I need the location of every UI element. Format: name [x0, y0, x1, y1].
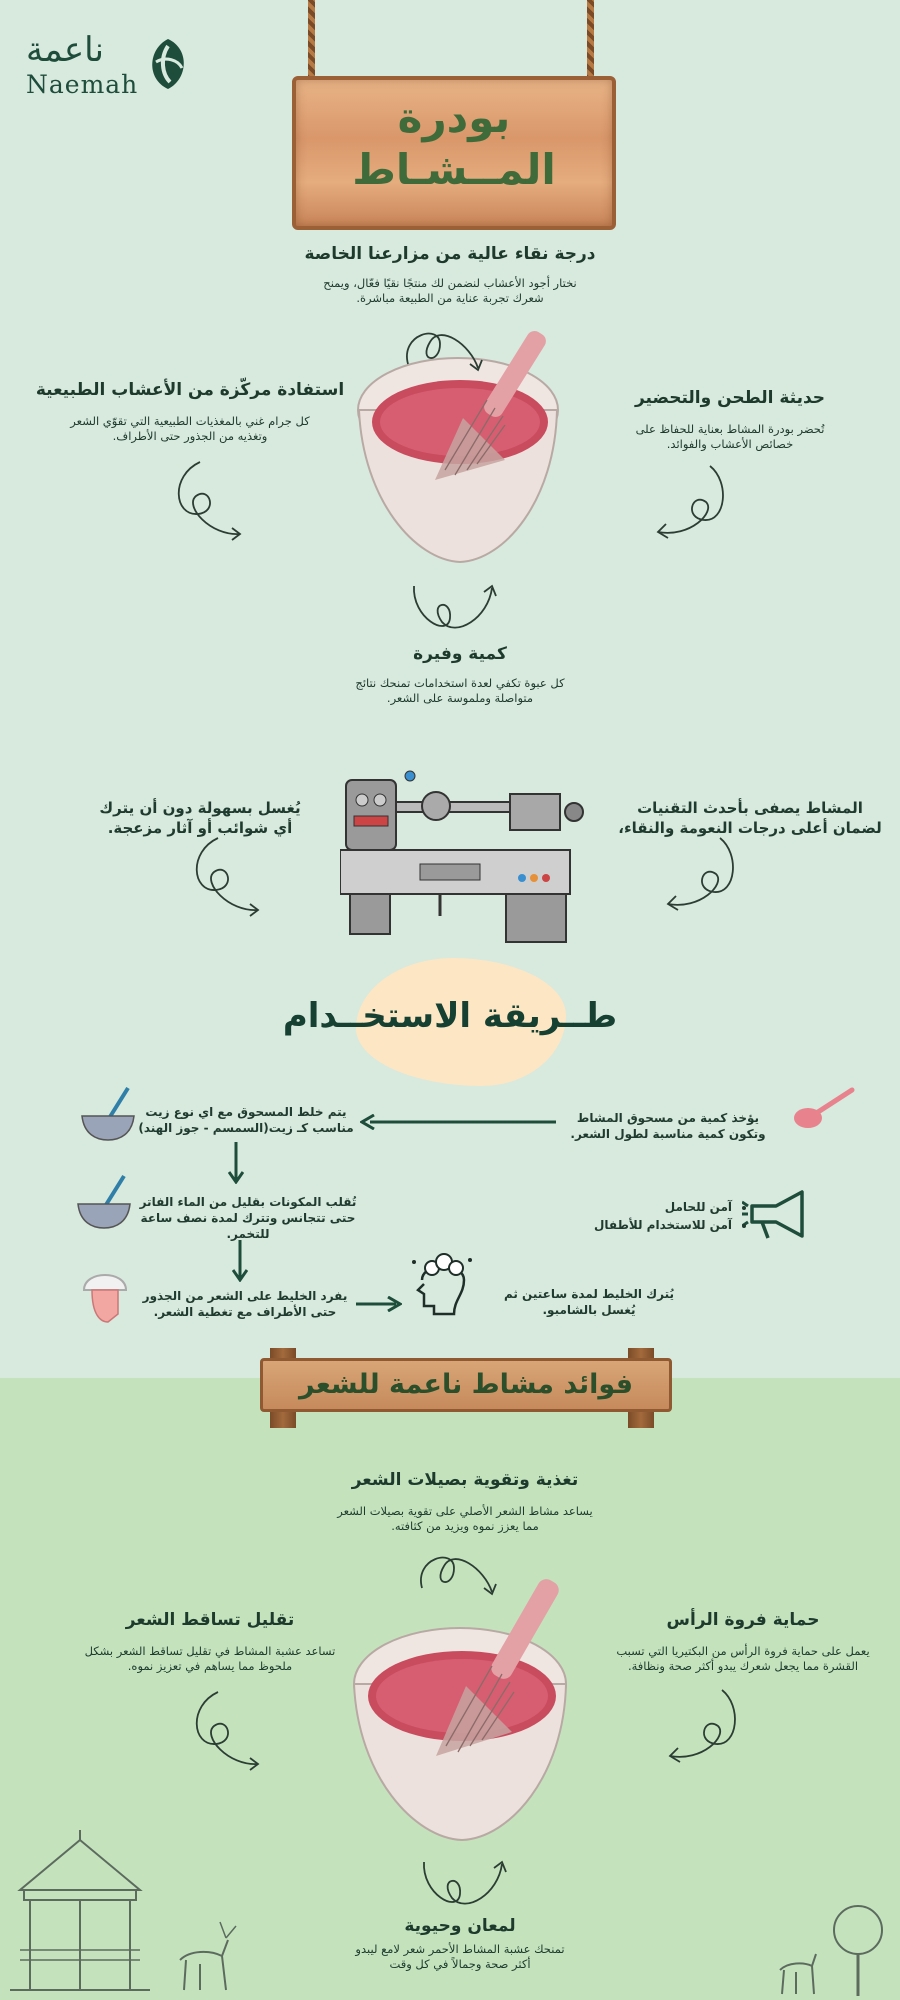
- feature-text: كل عبوة تكفي لعدة استخدامات تمنحك نتائج متواصلة وملموسة على الشعر.: [355, 676, 565, 705]
- curly-arrow-icon: [400, 324, 490, 384]
- feature-purity: [250, 244, 650, 306]
- benefit-text: يعمل على حماية فروة الرأس من البكتيريا التي تسبب القشرة مما يجعل شعرك يبدو أكثر صحة ونظافة.: [616, 1644, 870, 1673]
- benefit-title: تقليل تساقط الشعر: [125, 1610, 295, 1630]
- step-stir-text: تُقلب المكونات بقليل من الماء الفاتر حتى تتجانس وتترك لمدة نصف ساعة للتخمر.: [139, 1195, 357, 1241]
- curly-arrow-icon: [418, 1854, 508, 1914]
- feature-text: تُحضر بودرة المشاط بعناية للحفاظ على خصائص الأعشاب والفوائد.: [635, 422, 825, 451]
- curly-arrow-icon: [650, 462, 730, 542]
- brand-name-ar: ناعمة: [26, 30, 104, 70]
- benefit-title: تغذية وتقوية بصيلات الشعر: [351, 1470, 579, 1490]
- benefit-scalp: [608, 1610, 878, 1674]
- feature-title: درجة نقاء عالية من مزارعنا الخاصة: [304, 244, 596, 264]
- machine-left-caption: يُغسل بسهولة دون أن يترك أي شوائب أو آثار مزعجة.: [99, 799, 301, 837]
- benefit-title: حماية فروة الرأس: [666, 1610, 820, 1630]
- feature-title: استفادة مركّزة من الأعشاب الطبيعية: [35, 380, 345, 400]
- benefit-hairfall: [70, 1610, 350, 1674]
- gazebo-deer-illustration: [0, 1830, 240, 2000]
- benefit-nourish: [300, 1470, 630, 1534]
- benefit-text: تساعد عشبة المشاط في تقليل تساقط الشعر بشكل ملحوظ مما يساهم في تعزيز نموه.: [84, 1644, 336, 1673]
- hero-sign: [292, 76, 616, 230]
- feature-text: كل جرام غني بالمغذيات الطبيعية التي تقوّي الشعر وتغذيه من الجذور حتى الأطراف.: [70, 414, 310, 443]
- feature-fresh: [600, 388, 860, 452]
- grinding-machine-illustration: [340, 768, 590, 948]
- curly-arrow-icon: [414, 1548, 504, 1608]
- hair-cap-icon: [80, 1264, 130, 1324]
- arrow-down-icon: [228, 1142, 244, 1184]
- head-wash-icon: [408, 1250, 478, 1320]
- rope-left: [308, 0, 315, 80]
- curly-arrow-icon: [660, 834, 740, 914]
- machine-right-text: [615, 798, 885, 838]
- brand-name-en: Naemah: [26, 70, 139, 99]
- step-stir: [128, 1194, 368, 1242]
- mixing-bowl-icon: [80, 1082, 136, 1142]
- feature-text: نختار أجود الأعشاب لنضمن لك منتجًا نقيًا فعّال، ويمنح شعرك تجربة عناية من الطبيعة مباشرة.: [323, 276, 577, 305]
- step-mix-text: يتم خلط المسحوق مع اي نوع زيت مناسب كـ زيت(السمسم - جوز الهند): [138, 1105, 354, 1135]
- feature-quantity: [300, 644, 620, 706]
- arrow-right-icon: [356, 1296, 402, 1312]
- brand-logo[interactable]: [26, 30, 206, 100]
- arrow-down-icon: [232, 1240, 248, 1282]
- curly-arrow-icon: [408, 578, 498, 638]
- benefit-text: يساعد مشاط الشعر الأصلي على تقوية بصيلات الشعر مما يعزز نموه ويزيد من كثافته.: [337, 1504, 593, 1533]
- curly-arrow-icon: [188, 1686, 268, 1776]
- hero-title-line2: المــشـاط: [352, 145, 556, 194]
- benefit-text: تمنحك عشبة المشاط الأحمر شعر لامع ليبدو أكثر صحة وجمالاً في كل وقت: [355, 1942, 565, 1971]
- step-spread: [140, 1288, 350, 1320]
- benefit-title: لمعان وحيوية: [404, 1916, 516, 1936]
- safety-item: • آمن للحامل: [540, 1198, 732, 1216]
- step-leave-text: يُترك الخليط لمدة ساعتين ثم يُغسل بالشامبو.: [503, 1287, 675, 1317]
- machine-right-caption: المشاط يصفى بأحدث التقنيات لضمان أعلى درجات النعومة والنقاء،: [618, 799, 882, 837]
- hero-title-line1: بودرة: [397, 93, 511, 142]
- step-leave: [494, 1286, 684, 1318]
- feature-title: حديثة الطحن والتحضير: [634, 388, 826, 408]
- curly-arrow-icon: [188, 832, 268, 922]
- feature-concentrated: [20, 380, 360, 444]
- spoon-icon: [792, 1084, 858, 1134]
- step-take: [558, 1110, 778, 1142]
- mixing-bowl-icon: [76, 1170, 132, 1230]
- benefits-banner: [260, 1358, 672, 1412]
- usage-title: طــريقة الاستخــدام: [282, 996, 618, 1036]
- leaf-logo-icon: [138, 34, 198, 94]
- safety-item: • آمن للاستخدام للأطفال: [540, 1216, 732, 1234]
- bowl-whisk-illustration: [350, 1576, 580, 1846]
- tree-deer-illustration: [770, 1900, 900, 2000]
- arrow-left-icon: [360, 1114, 556, 1130]
- megaphone-icon: [742, 1186, 816, 1242]
- benefits-title: فوائد مشاط ناعمة للشعر: [298, 1369, 634, 1400]
- step-take-text: يؤخذ كمية من مسحوق المشاط وتكون كمية مناسبة لطول الشعر.: [570, 1111, 766, 1141]
- curly-arrow-icon: [170, 456, 250, 546]
- feature-title: كمية وفيرة: [413, 644, 507, 664]
- safety-list: [540, 1198, 748, 1234]
- curly-arrow-icon: [662, 1686, 742, 1766]
- step-mix: [130, 1104, 362, 1136]
- rope-right: [587, 0, 594, 80]
- benefit-shine: [320, 1916, 600, 1972]
- step-spread-text: يفرد الخليط على الشعر من الجذور حتى الأطراف مع تغطية الشعر.: [142, 1289, 348, 1319]
